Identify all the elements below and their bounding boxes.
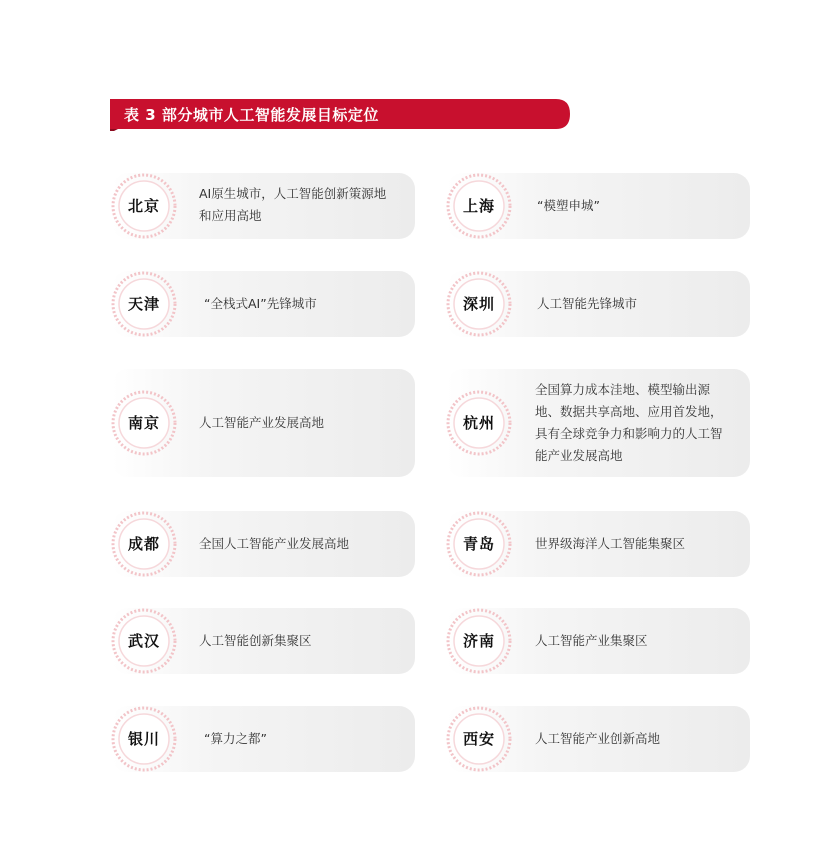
city-name: 银川: [127, 730, 160, 748]
city-name: 南京: [127, 414, 160, 432]
city-description: “模塑申城”: [537, 198, 600, 213]
city-badge-yinchuan: [110, 705, 178, 773]
city-badge-qingdao: [445, 510, 513, 578]
city-name: 西安: [462, 730, 495, 748]
city-badge-nanjing: [110, 389, 178, 457]
city-name: 武汉: [127, 632, 160, 650]
city-badge-xian: [445, 705, 513, 773]
city-badge-shanghai: [445, 172, 513, 240]
city-description: 人工智能产业发展高地: [199, 415, 325, 430]
city-description: 世界级海洋人工智能集聚区: [535, 536, 686, 551]
city-badge-beijing: [110, 172, 178, 240]
city-description: “全栈式AI”先锋城市: [204, 296, 317, 311]
city-name: 深圳: [462, 295, 495, 313]
city-badge-shenzhen: [445, 270, 513, 338]
city-description: 全国算力成本洼地、模型输出源 地、数据共享高地、应用首发地， 具有全球竞争力和影响力的人工智 能产业发展高地: [535, 382, 723, 463]
city-badge-chengdu: [110, 510, 178, 578]
city-name: 成都: [127, 535, 160, 553]
city-description: AI原生城市，人工智能创新策源地 和应用高地: [199, 186, 387, 223]
city-description: “算力之都”: [204, 731, 267, 746]
city-badge-jinan: [445, 607, 513, 675]
city-badge-hangzhou: [445, 389, 513, 457]
city-badge-tianjin: [110, 270, 178, 338]
city-description: 人工智能创新集聚区: [199, 633, 312, 648]
city-description: 全国人工智能产业发展高地: [199, 536, 350, 551]
city-name: 北京: [127, 197, 160, 215]
city-description: 人工智能产业集聚区: [535, 633, 648, 648]
city-name: 天津: [127, 295, 160, 313]
table-title-banner: [110, 99, 570, 129]
city-description: 人工智能产业创新高地: [535, 731, 661, 746]
city-description: 人工智能先锋城市: [537, 296, 638, 311]
city-name: 上海: [462, 197, 495, 215]
city-name: 青岛: [462, 535, 495, 553]
city-name: 杭州: [462, 414, 495, 432]
city-name: 济南: [462, 632, 495, 650]
table-title: 表 3 部分城市人工智能发展目标定位: [124, 106, 379, 124]
city-badge-wuhan: [110, 607, 178, 675]
